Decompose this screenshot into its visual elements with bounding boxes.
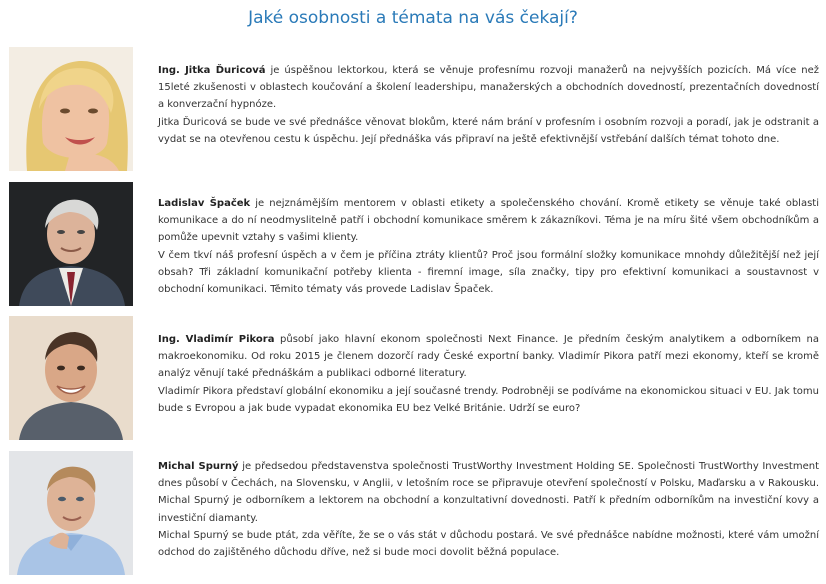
speaker-card (9, 182, 821, 306)
speaker-intro-paragraph (158, 195, 819, 247)
speaker-intro: je nejznámějším mentorem v oblasti etikety a společenského chování. Kromě etikety se věnuje také oblasti komunikace a do ní neodmyslitelně patří i obchodní komunikace směrem k zákazníkovi. Téma je na míru šité všem obchodníkům a pomůže upevnit vztahy s vašimi klienty. (158, 198, 819, 244)
portrait-blonde-woman-icon (9, 47, 133, 171)
speaker-photo (9, 182, 133, 306)
speaker-bio (158, 331, 819, 417)
speaker-intro-paragraph (158, 331, 819, 383)
speaker-talk: V čem tkví náš profesní úspěch a v čem je příčina ztráty klientů? Proč jsou formální složky komunikace mnohdy důležitější než její obsah? Tři základní komunikační potřeby klienta - firemní image, síla značky, tipy pro efektivní komunikaci a soustavnost v obchodní komunikaci. Těmito tématy vás provede Ladislav Špaček. (158, 249, 819, 296)
speaker-card (9, 316, 821, 440)
speaker-bio (158, 195, 819, 298)
speaker-intro-paragraph (158, 458, 819, 527)
speaker-intro: je úspěšnou lektorkou, která se věnuje profesnímu rozvoji manažerů na nejvyšších pozicích. Má více než 15leté zkušenosti v oblastech koučování a školení leadershipu, manažerských a obchodních dovedností, prezentačních dovedností a konverzační hypnóze. (158, 65, 820, 111)
portrait-grey-haired-man-suit-icon (9, 182, 133, 306)
speaker-intro: působí jako hlavní ekonom společnosti Next Finance. Je předním českým analytikem a odborníkem na makroekonomiku. Od roku 2015 je členem dozorčí rady České exportní banky. Vladimír Pikora patří mezi ekonomy, kteří se kromě analýz věnují také přednáškám a publikaci odborné literatury. (158, 334, 819, 380)
speaker-bio (158, 458, 819, 561)
portrait-man-blue-shirt-icon (9, 451, 133, 575)
speaker-photo (9, 451, 133, 575)
speaker-card (9, 47, 821, 171)
speaker-talk: Jitka Ďuricová se bude ve své přednášce věnovat blokům, které nám brání v profesním i osobním rozvoji a poradí, jak je odstranit a vydat se na otevřenou cestu k úspěchu. Její přednáška vás připraví na ještě efektivnější vstřebání dalších témat tohoto dne. (158, 116, 819, 145)
speaker-photo (9, 47, 133, 171)
page-title: Jaké osobnosti a témata na vás čekají? (248, 8, 578, 28)
speaker-name: Ing. Jitka Ďuricová (158, 65, 266, 76)
speaker-name: Ladislav Špaček (158, 198, 251, 209)
speaker-name: Ing. Vladimír Pikora (158, 334, 275, 345)
speaker-bio (158, 62, 819, 148)
speaker-photo (9, 316, 133, 440)
speaker-talk: Vladimír Pikora představí globální ekonomiku a její současné trendy. Podrobněji se podíváme na ekonomickou situaci v EU. Jak tomu bude s Evropou a jak bude vypadat ekonomika EU bez Velké Británie. Udrží se euro? (158, 385, 819, 414)
speaker-name: Michal Spurný (158, 461, 239, 472)
speaker-intro-paragraph (158, 62, 819, 114)
speaker-talk: Michal Spurný se bude ptát, zda věříte, že se o vás stát v důchodu postará. Ve své přednášce nabídne možnosti, které vám umožní odchod do zajištěného důchodu dříve, než si bude moci dovolit běžná populace. (158, 529, 819, 559)
portrait-smiling-man-icon (9, 316, 133, 440)
speaker-card (9, 451, 821, 575)
speaker-intro: je předsedou představenstva společnosti TrustWorthy Investment Holding SE. Společnosti TrustWorthy Investment dnes působí v Čechách, na Slovensku, v Anglii, v letošním roce se připravuje otevření společností v Polsku, Maďarsku a v Rakousku. Michal Spurný je odborníkem a lektorem na obchodní a konzultativní dovednosti. Patří k předním odborníkům na investiční kovy a investiční diamanty. (158, 461, 820, 524)
